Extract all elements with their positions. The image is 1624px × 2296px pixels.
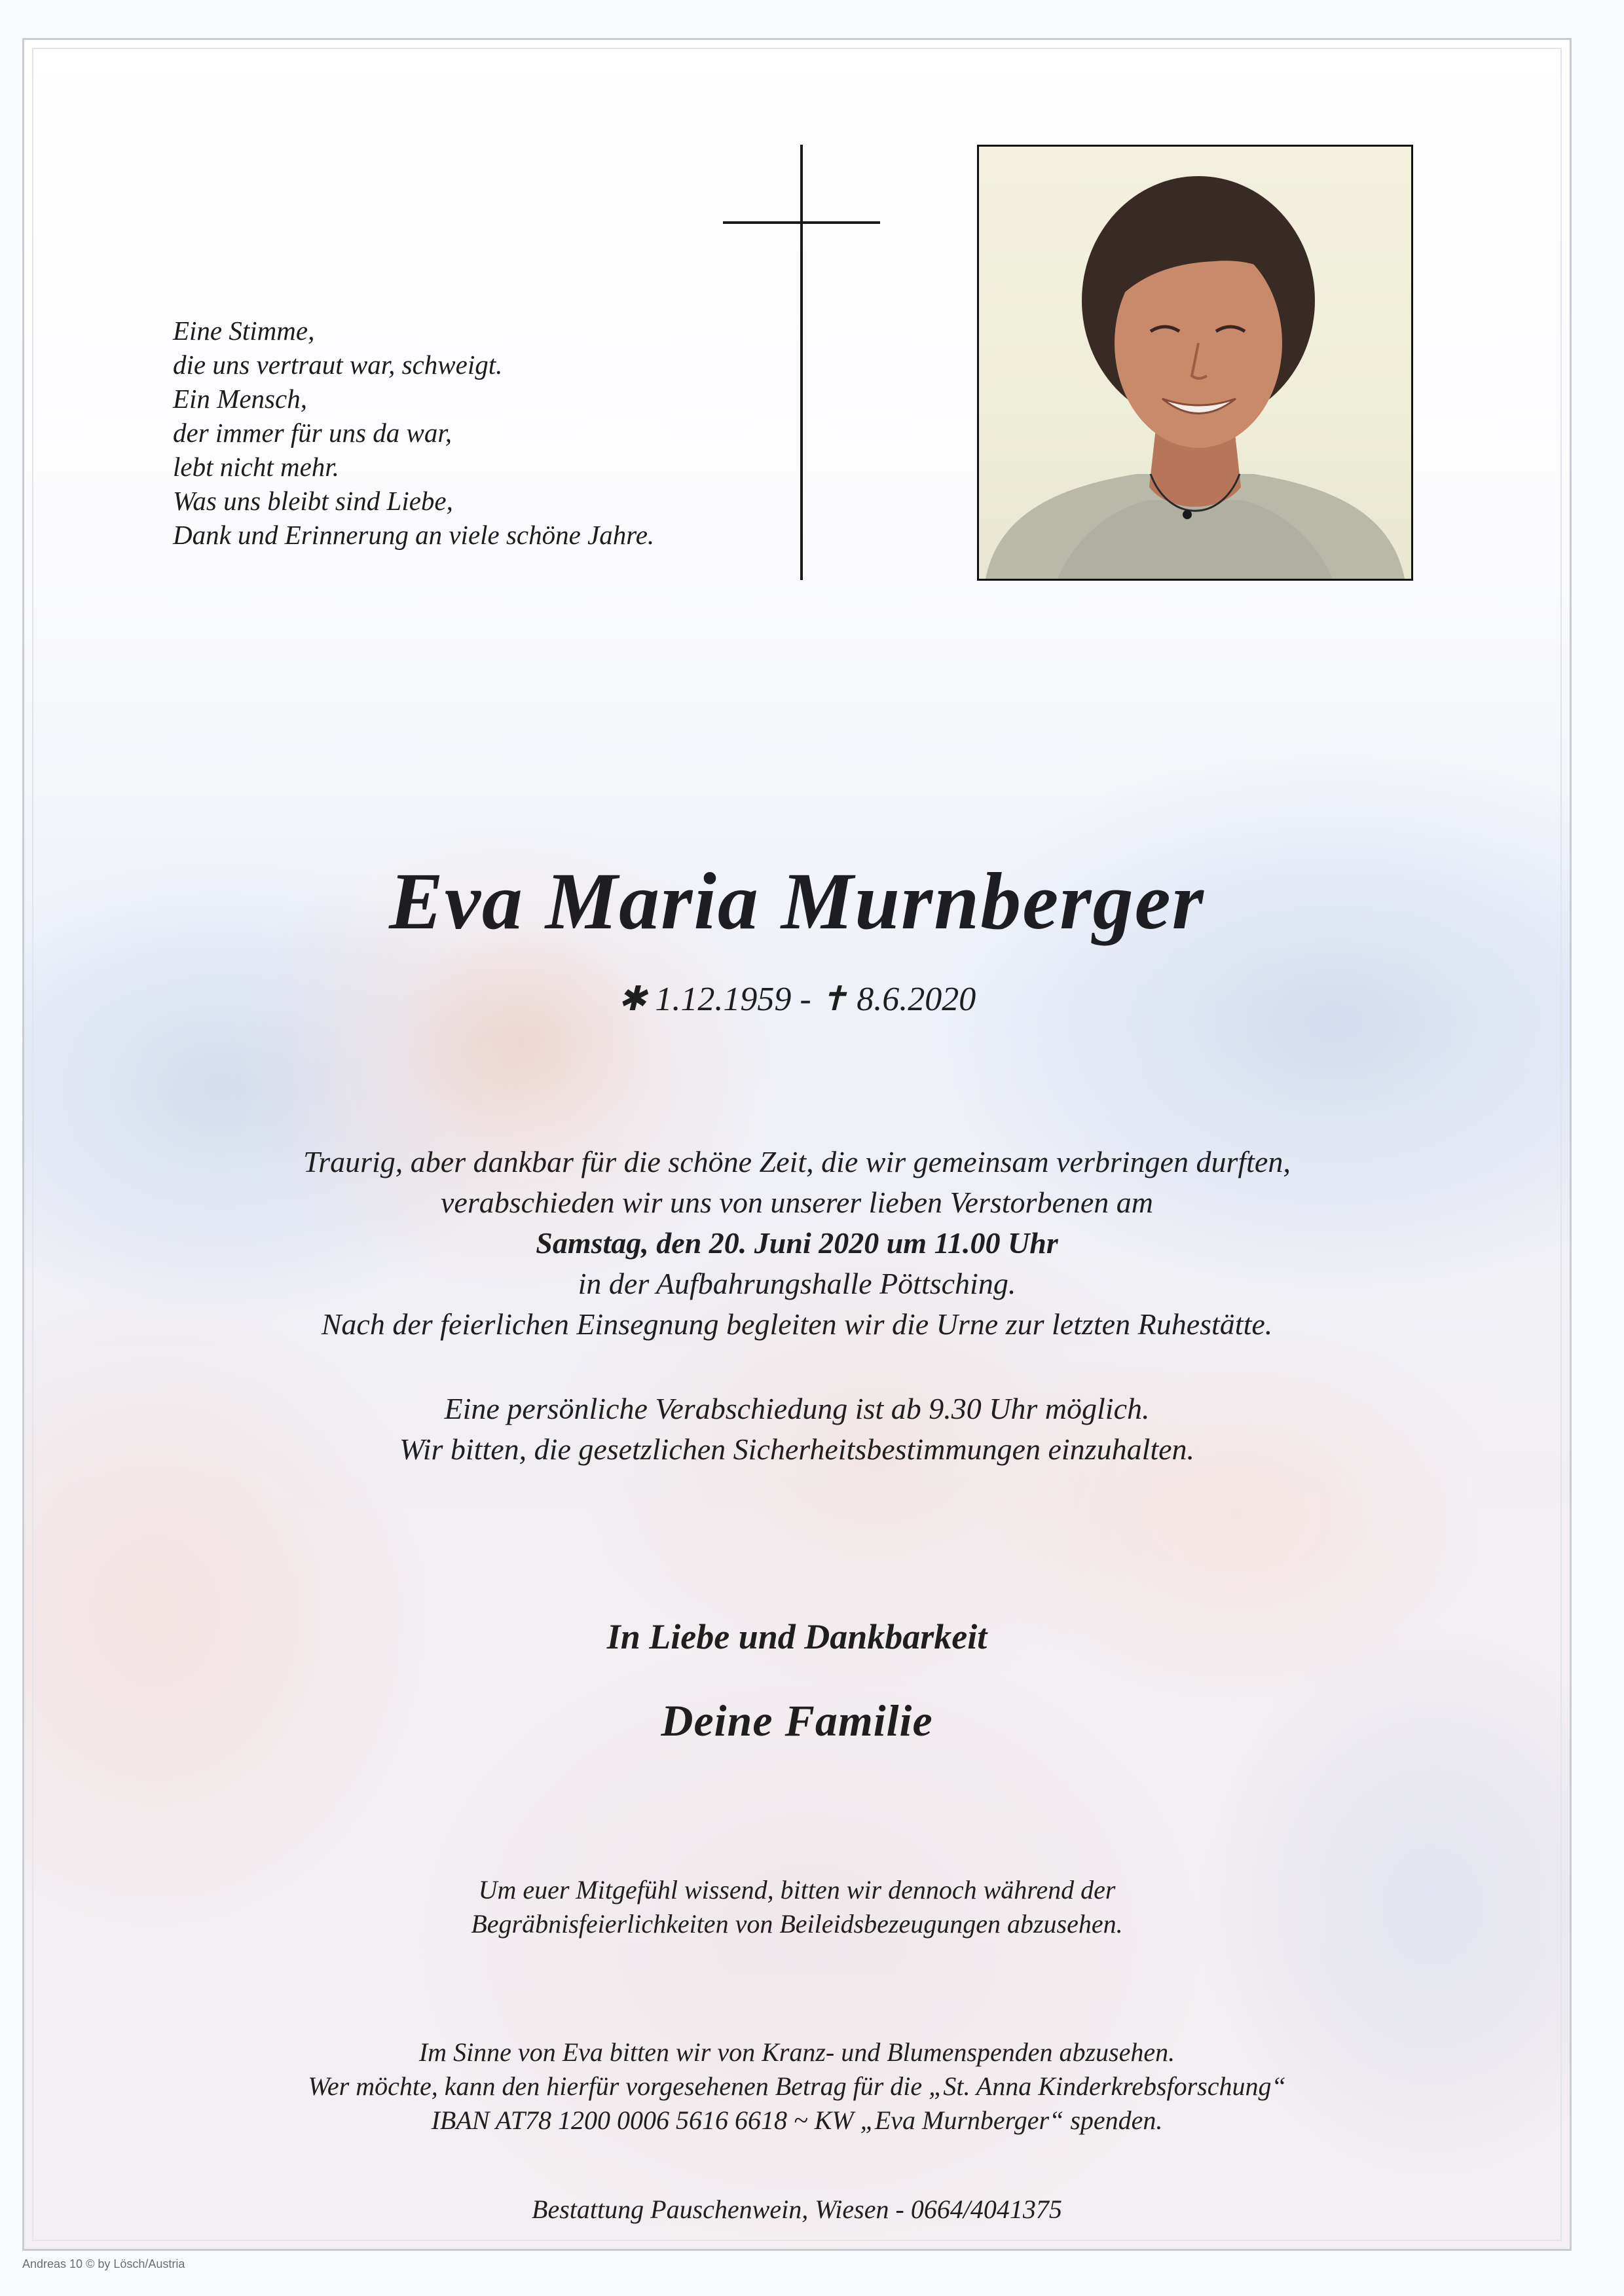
donation-request	[24, 2035, 1570, 2138]
funeral-notice	[24, 1142, 1570, 1345]
closing-family: Deine Familie	[661, 1696, 933, 1745]
poem-line: Was uns bleibt sind Liebe,	[173, 486, 453, 516]
cross-icon	[723, 145, 880, 580]
viewing-line: Eine persönliche Verabschiedung ist ab 9.30 Uhr möglich.	[444, 1392, 1150, 1425]
poem-line: die uns vertraut war, schweigt.	[173, 350, 503, 380]
donation-line: Im Sinne von Eva bitten wir von Kranz- und Blumenspenden abzusehen.	[418, 2037, 1175, 2067]
closing-love: In Liebe und Dankbarkeit	[606, 1617, 987, 1656]
poem-line: Dank und Erinnerung an viele schöne Jahre.	[173, 520, 655, 550]
poem-line: Eine Stimme,	[173, 316, 315, 346]
viewing-notice	[24, 1389, 1570, 1470]
poem-line: der immer für uns da war,	[173, 418, 452, 448]
footer-credit: Andreas 10 © by Lösch/Austria	[22, 2257, 185, 2270]
portrait-photo	[977, 145, 1413, 581]
portrait-illustration	[979, 147, 1411, 579]
condolence-line: Um euer Mitgefühl wissend, bitten wir dennoch während der	[478, 1875, 1116, 1904]
donation-iban: IBAN AT78 1200 0006 5616 6618 ~ KW „Eva Murnberger“ spenden.	[431, 2105, 1163, 2135]
sunflower-background-frame	[22, 38, 1572, 2251]
notice-line: Nach der feierlichen Einsegnung begleiten wir die Urne zur letzten Ruhestätte.	[321, 1307, 1273, 1341]
condolence-line: Begräbnisfeierlichkeiten von Beileidsbezeugungen abzusehen.	[471, 1909, 1123, 1939]
ceremony-datetime: Samstag, den 20. Juni 2020 um 11.00 Uhr	[536, 1226, 1058, 1260]
deceased-name: Eva Maria Murnberger	[389, 856, 1205, 946]
undertaker-contact: Bestattung Pauschenwein, Wiesen - 0664/4041375	[532, 2195, 1062, 2224]
memorial-poem	[173, 314, 815, 552]
notice-line: Traurig, aber dankbar für die schöne Zeit, die wir gemeinsam verbringen durften,	[303, 1145, 1291, 1178]
notice-line: verabschieden wir uns von unserer lieben Verstorbenen am	[440, 1186, 1154, 1219]
notice-line: in der Aufbahrungshalle Pöttsching.	[578, 1267, 1016, 1300]
life-dates: ✱ 1.12.1959 - ✝ 8.6.2020	[618, 981, 976, 1018]
condolence-request	[24, 1873, 1570, 1941]
poem-line: lebt nicht mehr.	[173, 452, 339, 482]
viewing-line: Wir bitten, die gesetzlichen Sicherheitsbestimmungen einzuhalten.	[399, 1432, 1195, 1466]
donation-line: Wer möchte, kann den hierfür vorgesehenen Betrag für die „St. Anna Kinderkrebsforschung“	[308, 2071, 1286, 2101]
poem-line: Ein Mensch,	[173, 384, 307, 414]
